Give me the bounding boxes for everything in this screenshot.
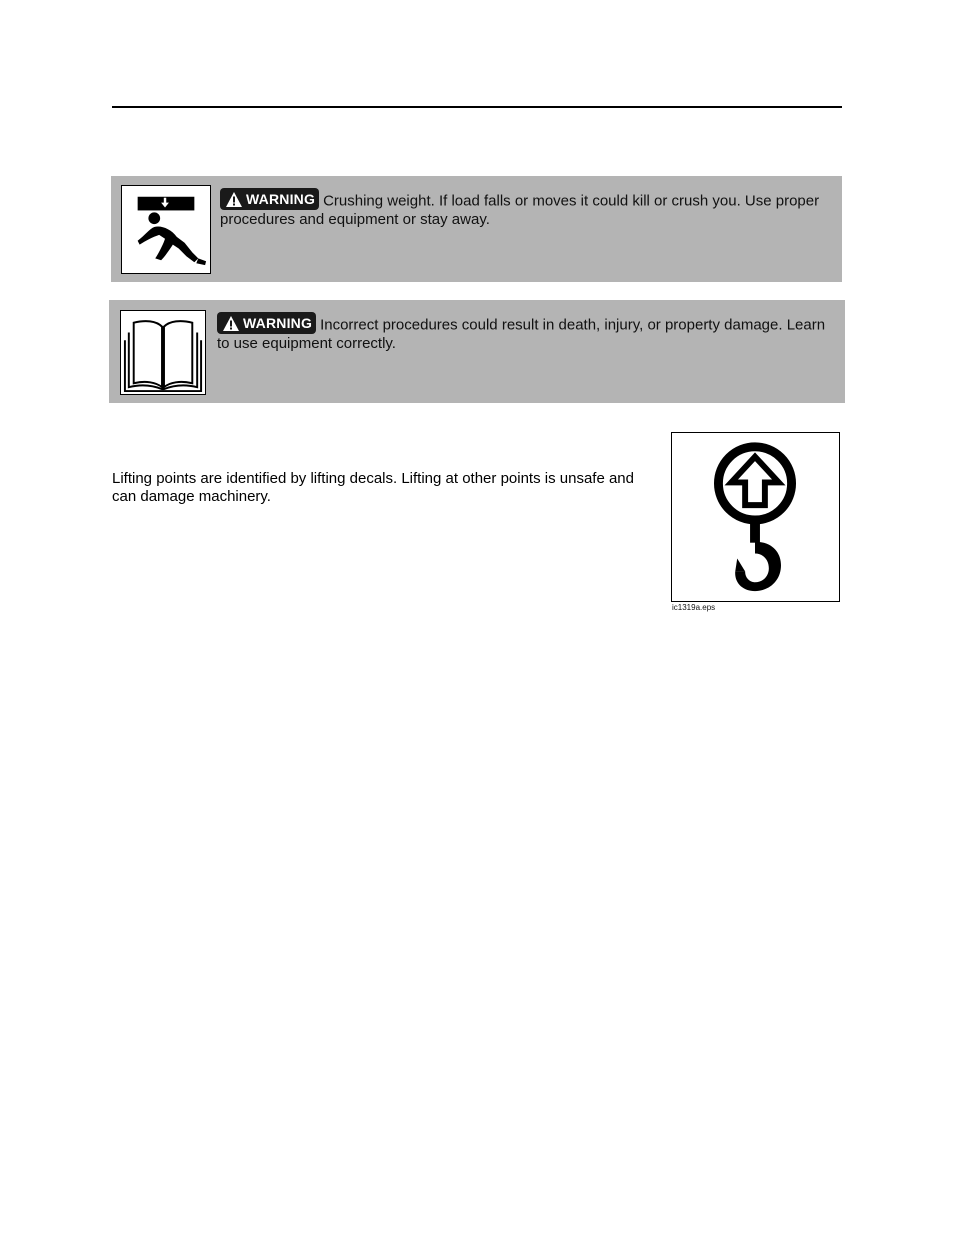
warning-message: Crushing weight. If load falls or moves it could kill or crush you. Use proper procedures and equipment or stay away.	[220, 192, 820, 228]
warning-badge	[220, 188, 319, 210]
top-rule	[112, 106, 842, 108]
figure-caption: ic1319a.eps	[672, 603, 716, 612]
warning-triangle-icon	[225, 191, 243, 208]
warning-message: Incorrect procedures could result in death, injury, or property damage. Learn to use equipment correctly.	[217, 316, 826, 352]
lifting-decal-figure	[671, 432, 840, 602]
warning-badge	[217, 312, 316, 334]
warning-triangle-icon	[222, 315, 240, 332]
warning-badge-label: WARNING	[243, 315, 313, 331]
warning-text-crushing	[220, 188, 830, 229]
warning-panel-procedures	[109, 300, 845, 403]
lifting-points-paragraph: Lifting points are identified by lifting decals. Lifting at other points is unsafe and can damage machinery.	[112, 470, 634, 505]
lifting-hook-icon	[672, 433, 839, 601]
crushing-weight-icon	[121, 185, 211, 274]
warning-badge-label: WARNING	[246, 191, 316, 207]
warning-text-procedures	[217, 312, 837, 353]
warning-panel-crushing	[111, 176, 842, 282]
manual-book-icon	[120, 310, 206, 395]
